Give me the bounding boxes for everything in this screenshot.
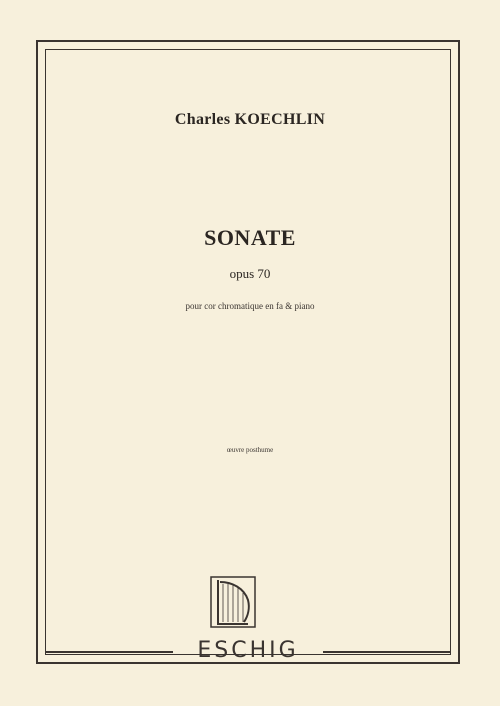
publisher-row (45, 638, 451, 666)
work-title: SONATE (204, 225, 296, 250)
opus-number: opus 70 (229, 266, 271, 281)
composer-name: Charles KOECHLIN (174, 111, 326, 128)
instrumentation-line: pour cor chromatique en fa & piano (185, 301, 315, 311)
edition-note: œuvre posthume (226, 446, 274, 454)
publisher-rule-right (323, 651, 451, 653)
publisher-name: ESCHIG (197, 638, 299, 663)
harp-emblem-icon (210, 576, 256, 628)
inner-border (45, 49, 451, 655)
